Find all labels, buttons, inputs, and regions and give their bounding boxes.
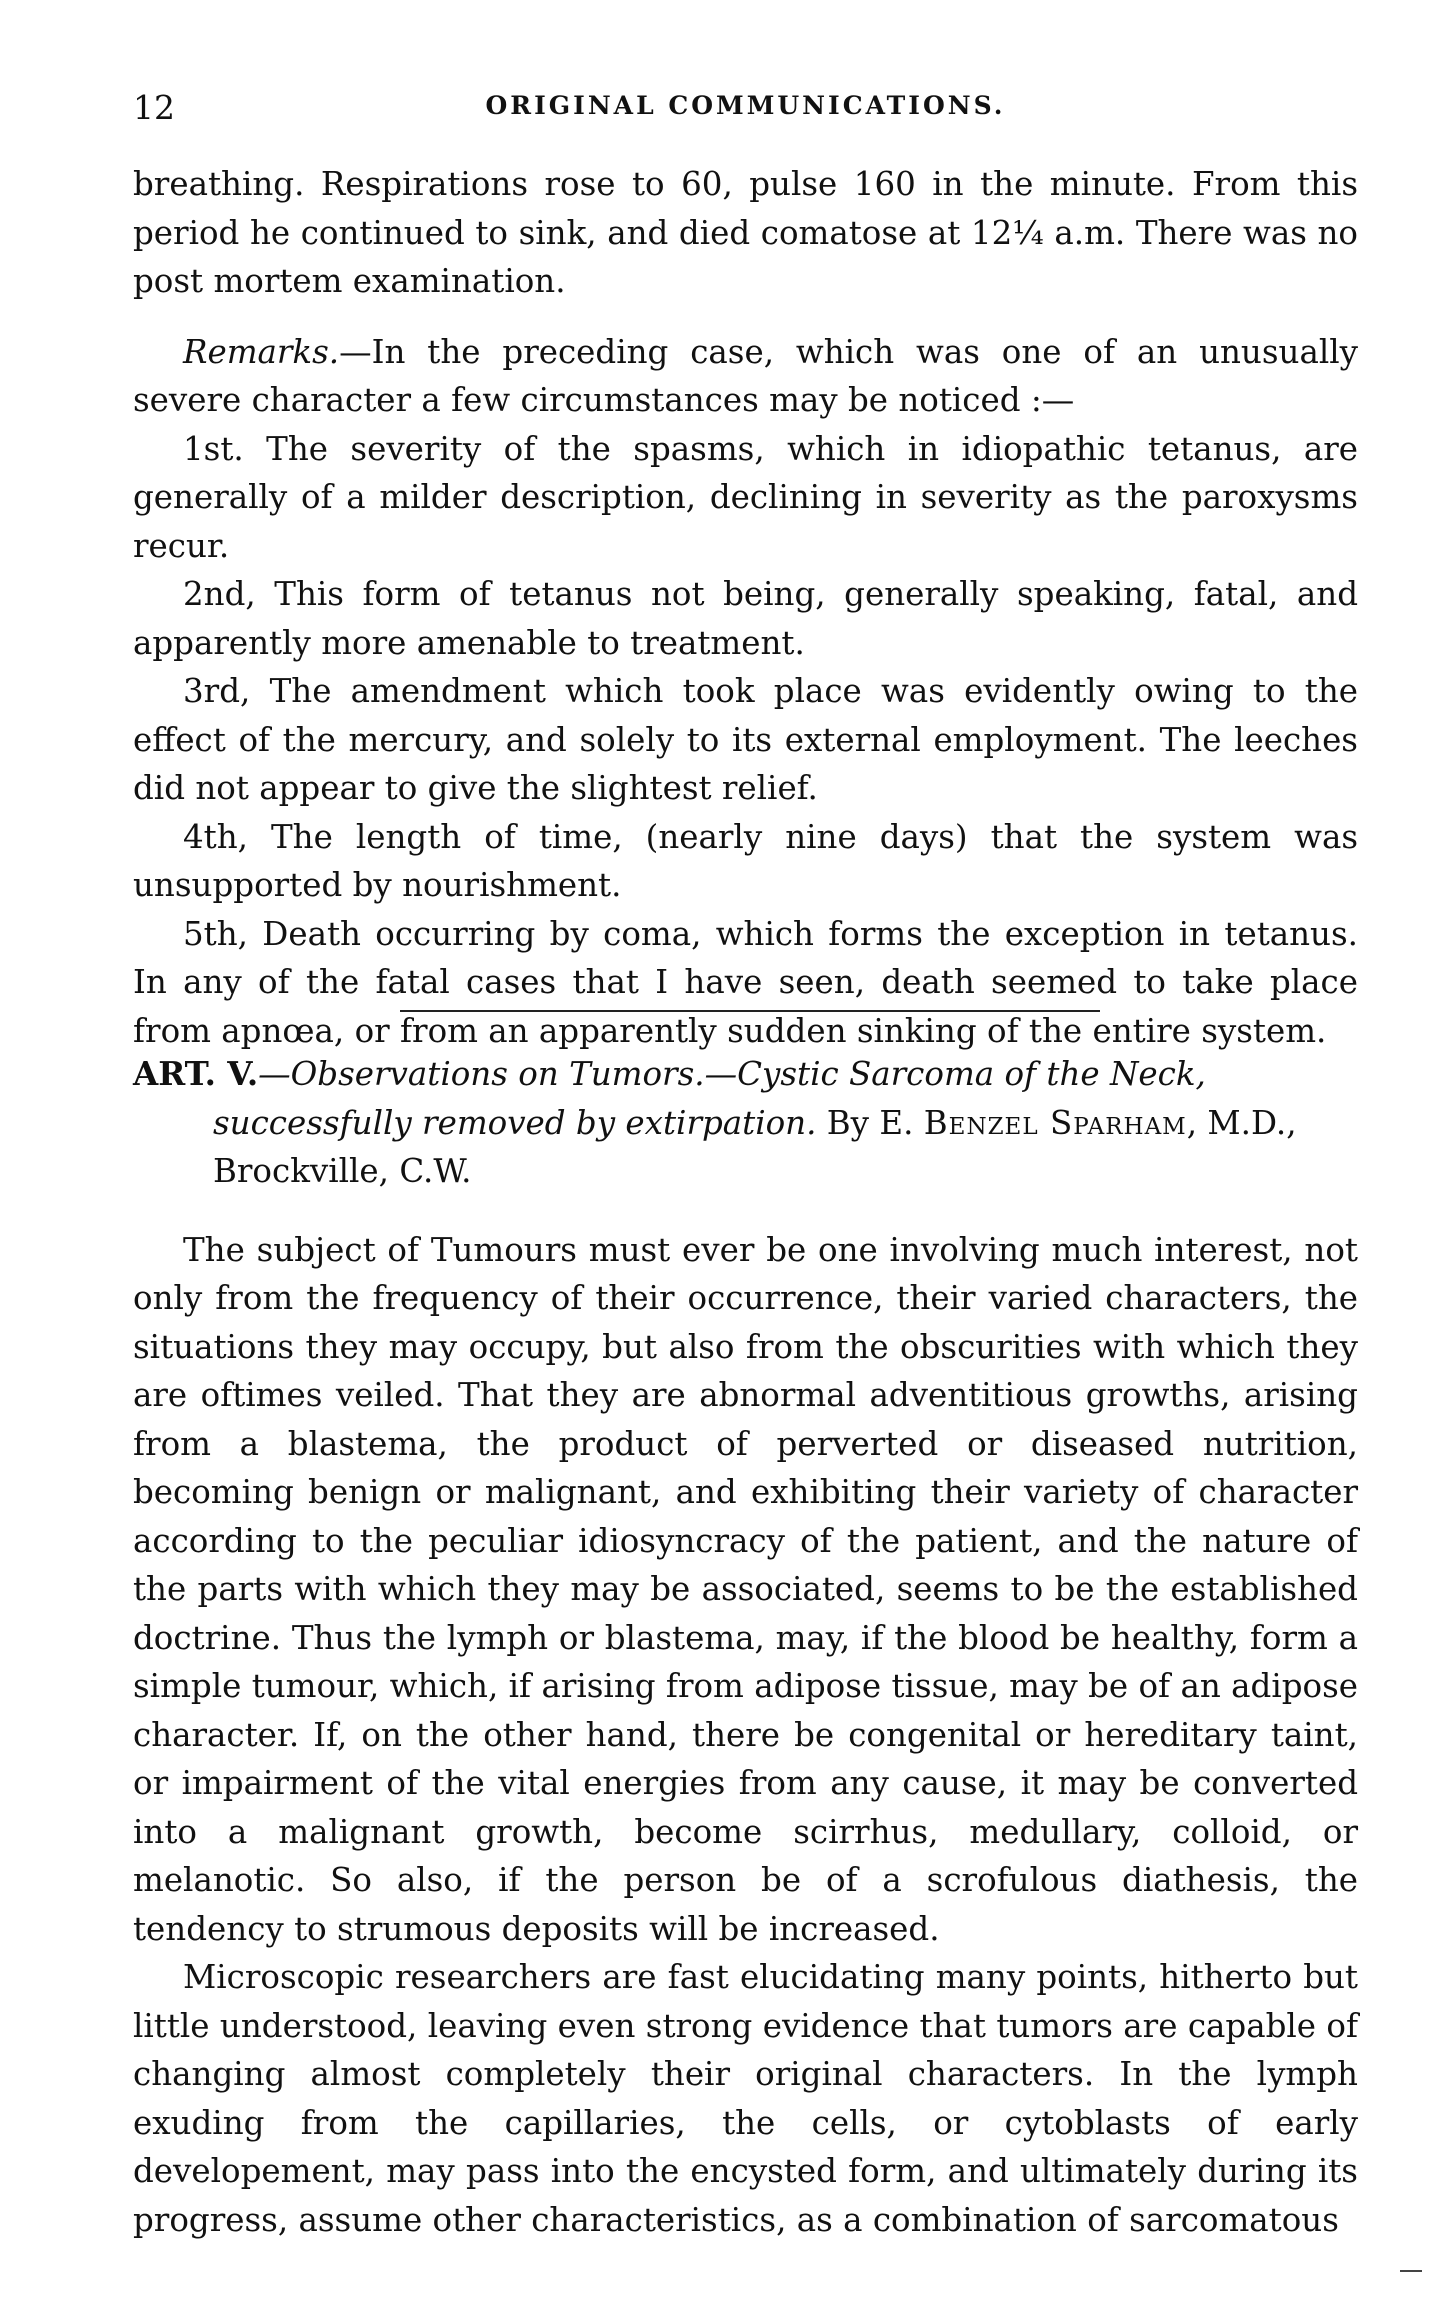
article-label: ART. V. bbox=[133, 1054, 259, 1093]
article-title: —Observations on Tumors.—Cystic Sarcoma of the Neck, successfully removed by extirpation. bbox=[213, 1055, 1206, 1142]
article-author: Benzel Sparham bbox=[923, 1103, 1187, 1142]
remark-item: 2nd, This form of tetanus not being, generally speaking, fatal, and apparently more amenable to treatment. bbox=[133, 575, 1358, 662]
article-heading bbox=[133, 1050, 1358, 1196]
article-byline-prefix: By E. bbox=[826, 1103, 914, 1142]
running-title: ORIGINAL COMMUNICATIONS. bbox=[485, 91, 1006, 120]
section-divider bbox=[400, 1010, 1100, 1012]
remark-item: 4th, The length of time, (nearly nine days) that the system was unsupported by nourishment. bbox=[133, 817, 1358, 904]
remark-item: 3rd, The amendment which took place was evidently owing to the effect of the mercury, and solely to its external employment. The leeches did not appear to give the slightest relief. bbox=[133, 672, 1358, 807]
article-paragraph: The subject of Tumours must ever be one involving much interest, not only from the frequency of their occurrence, their varied characters, the situations they may occupy, but also from the obscurities with which they are oftimes veiled. That they are abnormal adventitious growths, arising from a blastema, the product of perverted or diseased nutrition, becoming benign or malignant, and exhibiting their variety of character according to the peculiar idiosyncracy of the patient, and the nature of the parts with which they may be associated, seems to be the established doctrine. Thus the lymph or blastema, may, if the blood be healthy, form a simple tumour, which, if arising from adipose tissue, may be of an adipose character. If, on the other hand, there be congenital or hereditary taint, or impairment of the vital energies from any cause, it may be converted into a malignant growth, become scirrhus, medullary, colloid, or melanotic. So also, if the person be of a scrofulous diathesis, the tendency to strumous deposits will be increased. bbox=[133, 1230, 1358, 1948]
footer-rule bbox=[1400, 2270, 1422, 2272]
case-report-section bbox=[133, 160, 1358, 1055]
remarks-label: Remarks. bbox=[183, 332, 340, 371]
case-end-paragraph: breathing. Respirations rose to 60, pulse 160 in the minute. From this period he continued to sink, and died comatose at 12¼ a.m. There was no post mortem examination. bbox=[133, 165, 1358, 300]
page-number: 12 bbox=[133, 88, 175, 127]
remark-item: 5th, Death occurring by coma, which forms the exception in tetanus. In any of the fatal cases that I have seen, death seemed to take place from apnœa, or from an apparently sudden sinking of the entire system. bbox=[133, 914, 1358, 1050]
article-paragraph: Microscopic researchers are fast elucidating many points, hitherto but little understood, leaving even strong evidence that tumors are capable of changing almost completely their original characters. In the lymph exuding from the capillaries, the cells, or cytoblasts of early developement, may pass into the encysted form, and ultimately during its progress, assume other characteristics, as a combination of sarcomatous bbox=[133, 1958, 1358, 2239]
article-section bbox=[133, 1050, 1358, 2244]
remark-item: 1st. The severity of the spasms, which in idiopathic tetanus, are generally of a milder description, declining in severity as the paroxysms recur. bbox=[133, 429, 1358, 565]
article-credentials: , M.D., Brockville, C.W. bbox=[213, 1103, 1297, 1190]
remarks-intro-paragraph bbox=[133, 328, 1358, 425]
remarks-intro-text: —In the preceding case, which was one of an unusually severe character a few circumstances may be noticed :— bbox=[133, 332, 1358, 419]
article-body bbox=[133, 1226, 1358, 2245]
page-header bbox=[133, 88, 1358, 128]
